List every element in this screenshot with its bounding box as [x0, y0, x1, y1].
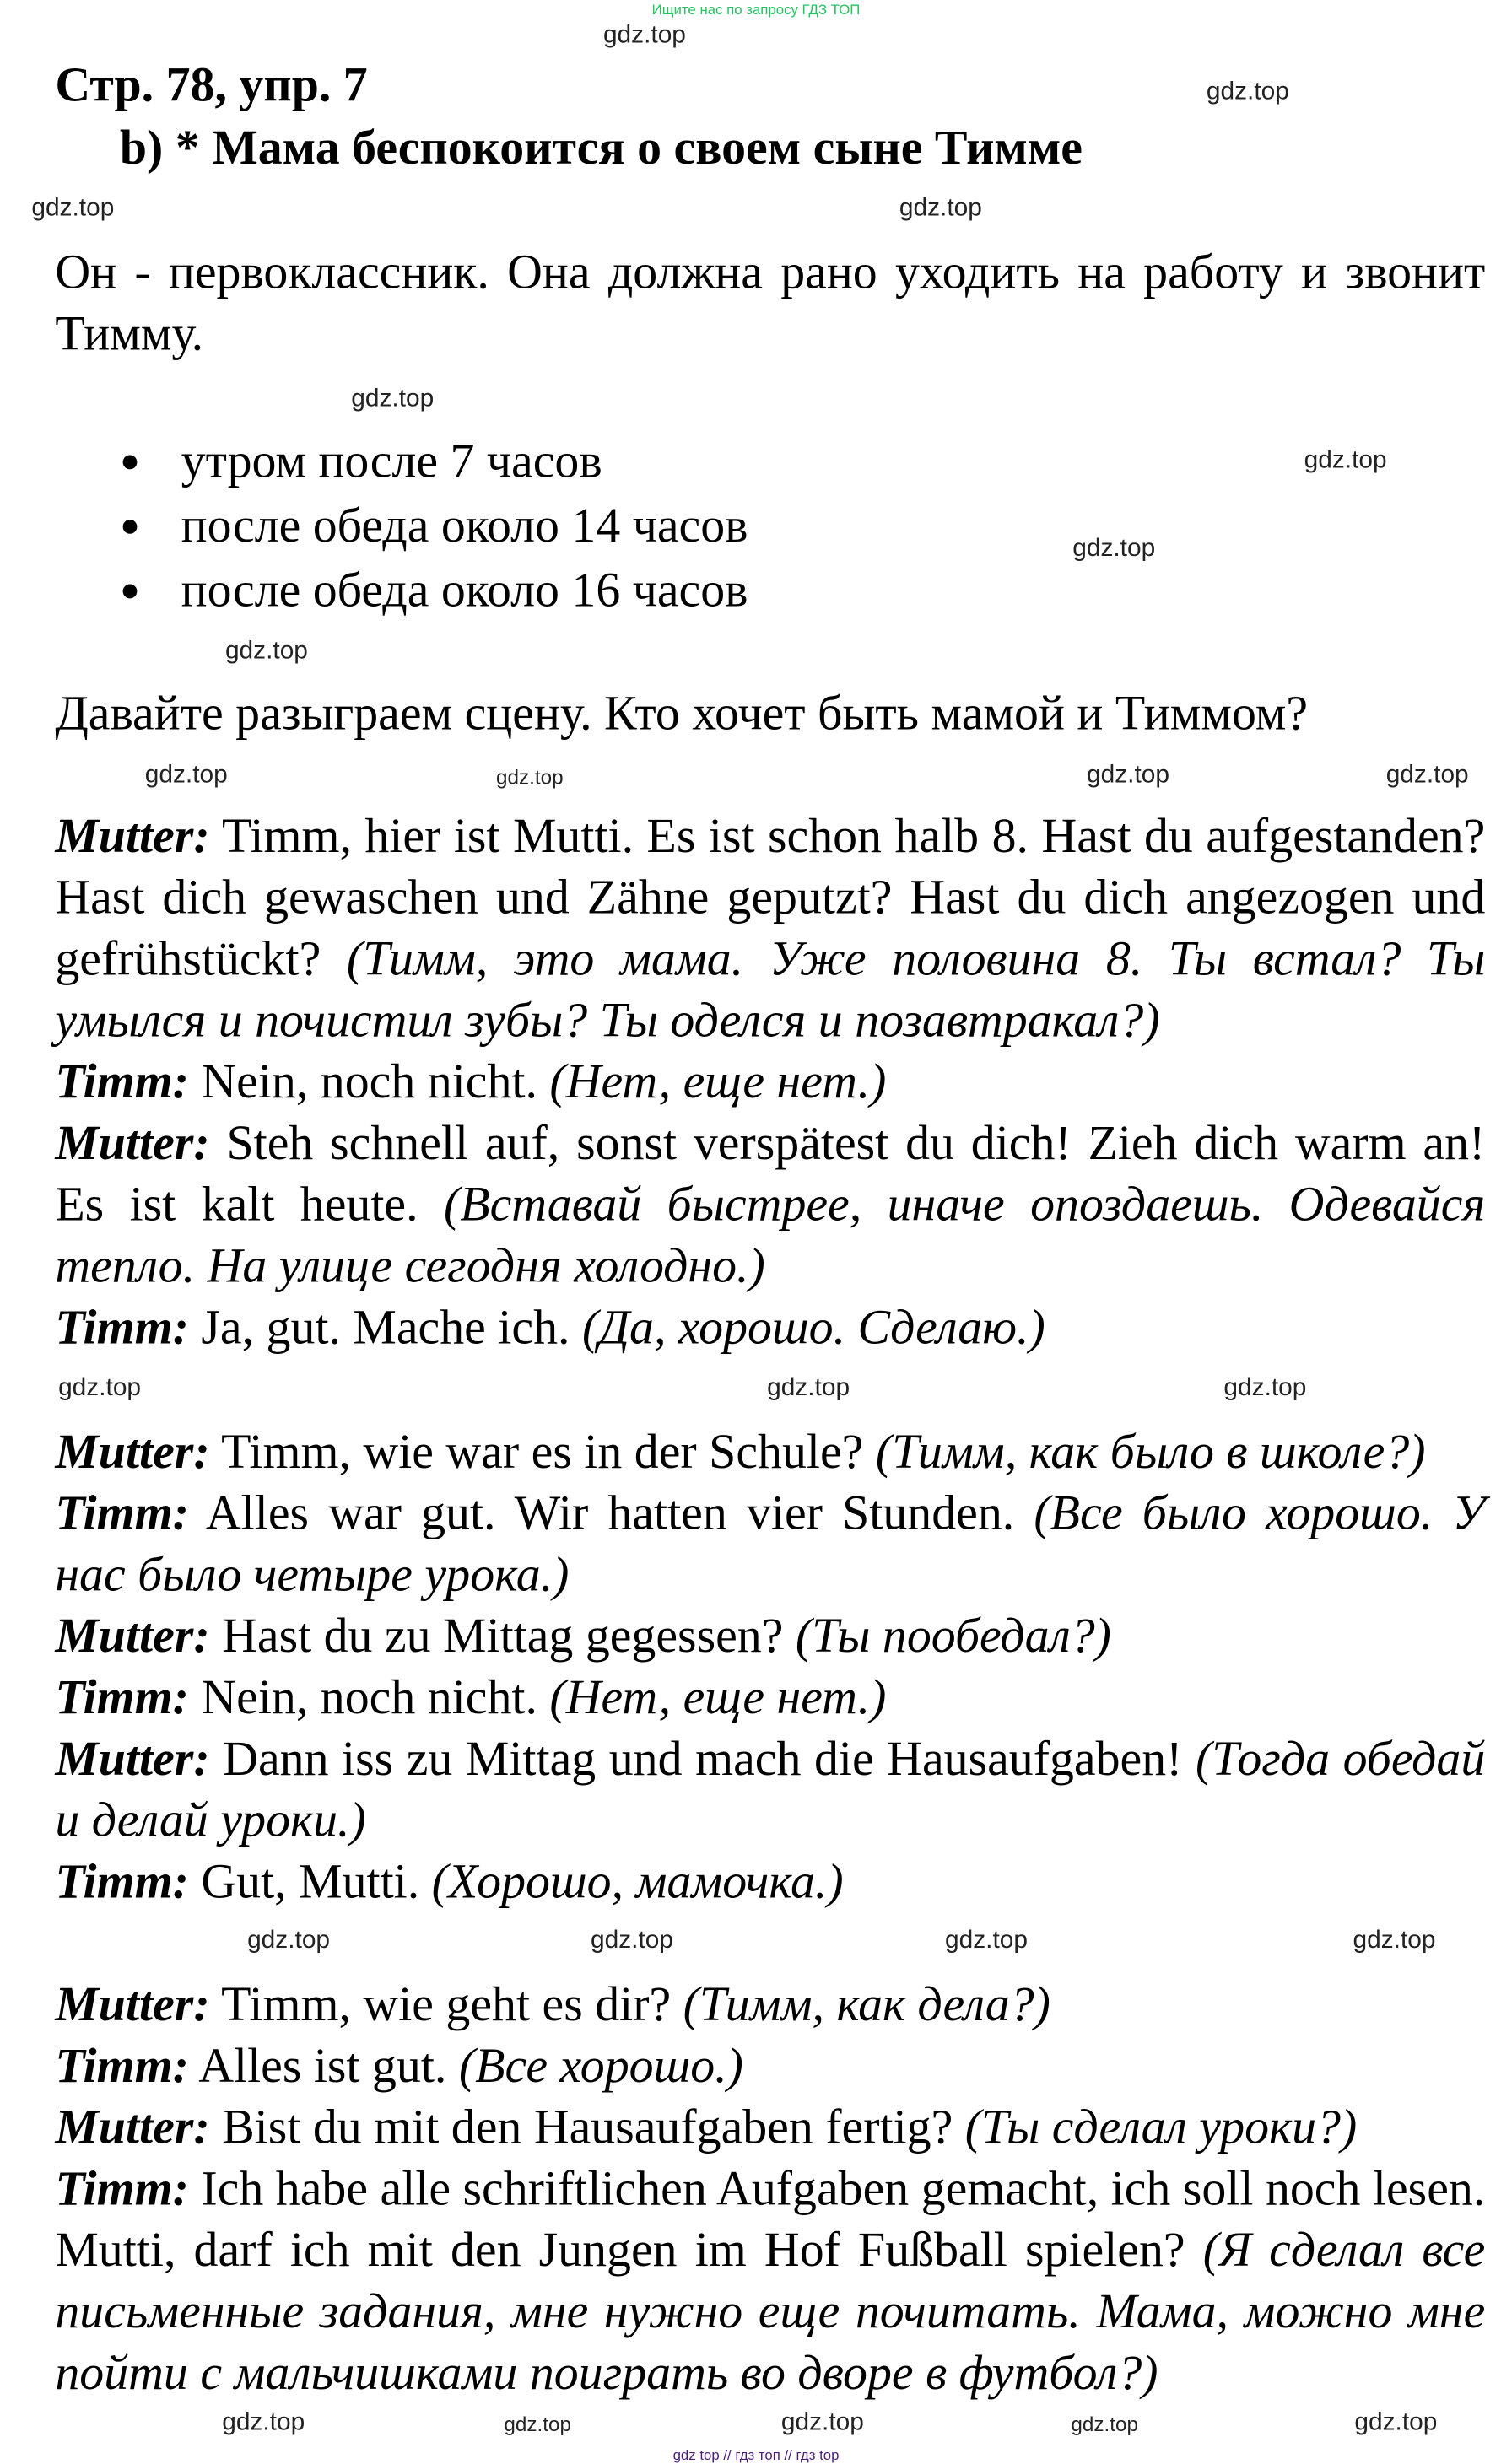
speaker-label: Timm:: [55, 1299, 189, 1355]
german-text: Timm, wie geht es dir?: [221, 1976, 672, 2032]
watermark: gdz.top: [1353, 1927, 1436, 1954]
time-list: [118, 429, 748, 623]
german-text: Nein, noch nicht.: [201, 1053, 537, 1109]
russian-translation: (Тимм, это мама. Уже половина 8. Ты встал? Ты умылся и почистил зубы? Ты оделся и позавтракал?): [55, 930, 1486, 1048]
speaker-label: Timm:: [55, 1853, 189, 1909]
russian-translation: (Тогда обедай и делай уроки.): [55, 1730, 1486, 1847]
russian-translation: (Я сделал все письменные задания, мне нужно еще почитать. Мама, можно мне пойти с мальчишками поиграть во дворе в футбол?): [55, 2221, 1486, 2400]
watermark: gdz.top: [222, 2409, 305, 2436]
speaker-label: Mutter:: [55, 1114, 210, 1170]
german-text: Nein, noch nicht.: [201, 1669, 537, 1725]
dialogue-reply: [55, 1973, 1485, 2035]
dialogue-reply: [55, 1050, 1485, 1112]
russian-translation: (Нет, еще нет.): [549, 1669, 887, 1725]
watermark: gdz.top: [780, 2409, 864, 2436]
russian-translation: (Тимм, как было в школе?): [875, 1423, 1426, 1479]
russian-translation: (Все было хорошо. У нас было четыре урока.): [55, 1485, 1486, 1602]
speaker-label: Timm:: [55, 1669, 189, 1725]
watermark: gdz.top: [1385, 762, 1469, 790]
list-item: после обеда около 14 часов: [118, 493, 748, 558]
watermark: gdz.top: [945, 1927, 1028, 1954]
german-text: Ich habe alle schriftlichen Aufgaben gemacht, ich soll noch lesen. Mutti, darf ich mit den Jungen im Hof Fußball spielen?: [55, 2160, 1486, 2278]
exercise-subtitle: b) * Мама беспокоится о своем сыне Тимме: [119, 119, 1083, 175]
watermark: gdz.top: [591, 1927, 673, 1954]
russian-translation: (Все хорошо.): [458, 2037, 743, 2093]
dialogue-reply: [55, 805, 1485, 1050]
watermark: gdz.top: [351, 386, 435, 413]
watermark: gdz.top: [1223, 1374, 1307, 1402]
exercise-title: Стр. 78, упр. 7: [55, 57, 368, 112]
german-text: Hast du zu Mittag gegessen?: [222, 1607, 784, 1663]
german-text: Bist du mit den Hausaufgaben fertig?: [222, 2099, 953, 2154]
intro-text: Он - первоклассник. Она должна рано уходить на работу и звонит Тимму.: [55, 244, 1486, 361]
dialogue-reply: [55, 2157, 1485, 2402]
speaker-label: Timm:: [55, 2160, 189, 2216]
german-text: Timm, wie war es in der Schule?: [221, 1423, 864, 1479]
watermark: gdz.top: [899, 195, 982, 223]
dialogue-morning: [55, 805, 1485, 1357]
footer-watermark: gdz top // гдз топ // гдз top: [672, 2446, 840, 2463]
dialogue-reply: [55, 1666, 1485, 1728]
german-text: Steh schnell auf, sonst verspätest du dich! Zieh dich warm an! Es ist kalt heute.: [55, 1114, 1486, 1232]
speaker-label: Timm:: [55, 2037, 189, 2093]
dialogue-afternoon-14: [55, 1421, 1485, 1911]
list-item: утром после 7 часов: [118, 429, 748, 493]
dialogue-afternoon-16: [55, 1973, 1485, 2403]
dialogue-reply: [55, 2035, 1485, 2096]
german-text: Alles ist gut.: [198, 2037, 447, 2093]
speaker-label: Mutter:: [55, 1423, 210, 1479]
search-banner[interactable]: Ищите нас по запросу ГДЗ ТОП: [651, 1, 861, 18]
german-text: Alles war gut. Wir hatten vier Stunden.: [205, 1485, 1015, 1540]
german-text: Ja, gut. Mache ich.: [201, 1299, 570, 1355]
dialogue-reply: [55, 2096, 1485, 2158]
russian-translation: (Хорошо, мамочка.): [431, 1853, 844, 1909]
speaker-label: Mutter:: [55, 2099, 210, 2154]
prompt-text: Давайте разыграем сцену. Кто хочет быть мамой и Тиммом?: [55, 685, 1309, 741]
russian-translation: (Ты сделал уроки?): [964, 2099, 1358, 2154]
watermark: gdz.top: [31, 195, 115, 223]
dialogue-reply: [55, 1728, 1485, 1851]
watermark: gdz.top: [224, 638, 308, 665]
watermark: gdz.top: [58, 1374, 142, 1402]
watermark: gdz.top: [247, 1927, 331, 1954]
german-text: Gut, Mutti.: [201, 1853, 420, 1909]
speaker-label: Timm:: [55, 1485, 189, 1540]
speaker-label: Mutter:: [55, 807, 210, 863]
speaker-label: Mutter:: [55, 1976, 210, 2032]
watermark: gdz.top: [767, 1374, 850, 1402]
watermark: gdz.top: [504, 2412, 571, 2436]
russian-translation: (Тимм, как дела?): [683, 1976, 1050, 2032]
watermark: gdz.top: [144, 762, 228, 790]
dialogue-reply: [55, 1112, 1485, 1296]
russian-translation: (Вставай быстрее, иначе опоздаешь. Одевайся тепло. На улице сегодня холодно.): [55, 1176, 1486, 1293]
russian-translation: (Ты пообедал?): [795, 1607, 1111, 1663]
german-text: Dann iss zu Mittag und mach die Hausaufgaben!: [223, 1730, 1183, 1786]
watermark: gdz.top: [1072, 535, 1156, 563]
dialogue-reply: [55, 1604, 1485, 1666]
watermark: gdz.top: [602, 22, 686, 49]
watermark: gdz.top: [1354, 2409, 1438, 2436]
watermark: gdz.top: [496, 765, 564, 790]
dialogue-reply: [55, 1421, 1485, 1482]
watermark: gdz.top: [1087, 762, 1169, 790]
russian-translation: (Нет, еще нет.): [549, 1053, 887, 1109]
german-text: Timm, hier ist Mutti. Es ist schon halb 8. Hast du aufgestanden? Hast dich gewaschen und Zähne geputzt? Hast du dich angezogen und gefrühstückt?: [55, 807, 1486, 986]
speaker-label: Timm:: [55, 1053, 189, 1109]
watermark: gdz.top: [1071, 2412, 1138, 2436]
speaker-label: Mutter:: [55, 1607, 210, 1663]
watermark: gdz.top: [1304, 447, 1387, 474]
dialogue-reply: [55, 1482, 1485, 1605]
dialogue-reply: [55, 1850, 1485, 1911]
dialogue-reply: [55, 1296, 1485, 1357]
watermark: gdz.top: [1206, 78, 1289, 106]
russian-translation: (Да, хорошо. Сделаю.): [581, 1299, 1045, 1355]
speaker-label: Mutter:: [55, 1730, 210, 1786]
list-item: после обеда около 16 часов: [118, 558, 748, 623]
